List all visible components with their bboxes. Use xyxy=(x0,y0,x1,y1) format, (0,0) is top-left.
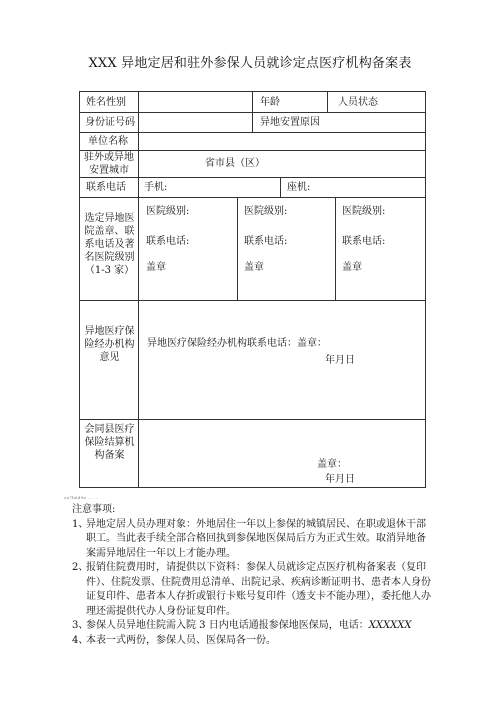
note-item xyxy=(72,561,432,619)
row-divider xyxy=(80,197,425,198)
agency-label: 异地医疗保险经办机构意见 xyxy=(84,326,135,363)
column-divider xyxy=(252,92,253,132)
column-divider xyxy=(335,197,336,300)
column-divider xyxy=(280,177,281,197)
column-divider xyxy=(327,92,328,112)
city-value: 省市县（区） xyxy=(205,158,265,169)
registration-form-table xyxy=(79,91,426,488)
form-title: XXX 异地定居和驻外参保人员就诊定点医疗机构备案表 xyxy=(88,56,412,71)
hospital-phone-label: 联系电话: xyxy=(342,236,386,247)
hospital-level-label: 医院级别: xyxy=(146,206,190,217)
id-number-label: 身份证号码 xyxy=(85,117,135,128)
hospital-seal-label: 盖章 xyxy=(342,262,362,273)
hospital-phone-label: 联系电话: xyxy=(244,236,288,247)
hospital-seal-label: 盖章 xyxy=(244,262,264,273)
phone-label: 联系电话 xyxy=(86,182,126,193)
row-divider xyxy=(80,132,425,133)
county-seal-label: 盖章： xyxy=(317,459,347,470)
note-number: 2、 xyxy=(72,562,89,573)
row-divider xyxy=(80,177,425,178)
note-text: 参保人员异地住院需入院 3 日内电话通报参保地医保局，电话： xyxy=(86,620,369,631)
note-item xyxy=(72,619,432,634)
note-text-wrapper xyxy=(86,619,432,634)
agency-date: 年月日 xyxy=(325,355,355,366)
note-item xyxy=(72,634,432,649)
landline-label: 座机: xyxy=(287,182,311,193)
hospital-seal-label: 盖章 xyxy=(146,262,166,273)
county-archive-label: 会同县医疗保险结算机构备案 xyxy=(84,424,135,461)
hospital-level-label: 医院级别: xyxy=(244,206,288,217)
county-date: 年月日 xyxy=(325,474,355,485)
hospital-level-label: 医院级别: xyxy=(342,206,386,217)
row-divider xyxy=(80,419,425,420)
notes-heading: 注意事项: xyxy=(72,504,116,515)
status-label: 人员状态 xyxy=(338,97,378,108)
small-stamp-text: ca7b6d9a ... ... xyxy=(64,495,99,500)
name-gender-label: 姓名性别 xyxy=(86,97,126,108)
column-divider xyxy=(237,197,238,300)
note-text: 异地定居人员办理对象：外地居住一年以上参保的城镇居民、在职或退休干部职工。当此表手续全部合格回执到参保地医保局后方为正式生效。取消异地备案需异地居住一年以上才能办理。 xyxy=(86,518,426,559)
note-text: 报销住院费用时，请提供以下资料：参保人员就诊定点医疗机构备案表（复印件）、住院发票、住院费用总清单、出院记录、疾病诊断证明书、患者本人身份证复印件、患者本人存折或银行卡账号复印件（透支卡不能办理），委托他人办理还需提供代办人身份证复印件。 xyxy=(86,562,431,617)
note-number: 4、 xyxy=(72,634,89,646)
city-label: 驻外或异地安置城市 xyxy=(84,152,134,176)
notes-section xyxy=(72,503,432,648)
note-number: 1、 xyxy=(72,518,89,530)
row-divider xyxy=(80,300,425,301)
agency-text: 异地医疗保险经办机构联系电话：盖章： xyxy=(147,338,327,349)
column-divider xyxy=(138,92,139,487)
note-number: 3、 xyxy=(72,620,89,631)
hospital-phone-label: 联系电话: xyxy=(146,236,190,247)
employer-label: 单位名称 xyxy=(88,136,128,147)
mobile-label: 手机: xyxy=(144,182,168,193)
phone-number: XXXXXX xyxy=(368,620,412,631)
hospitals-label: 选定异地医院盖章、联系电话及著名医院级别（1-3 家） xyxy=(84,213,135,276)
age-label: 年龄 xyxy=(260,97,280,108)
relocation-reason-label: 异地安置原因 xyxy=(260,117,320,128)
note-text: 本表一式两份，参保人员、医保局各一份。 xyxy=(86,634,276,646)
note-item xyxy=(72,518,432,562)
